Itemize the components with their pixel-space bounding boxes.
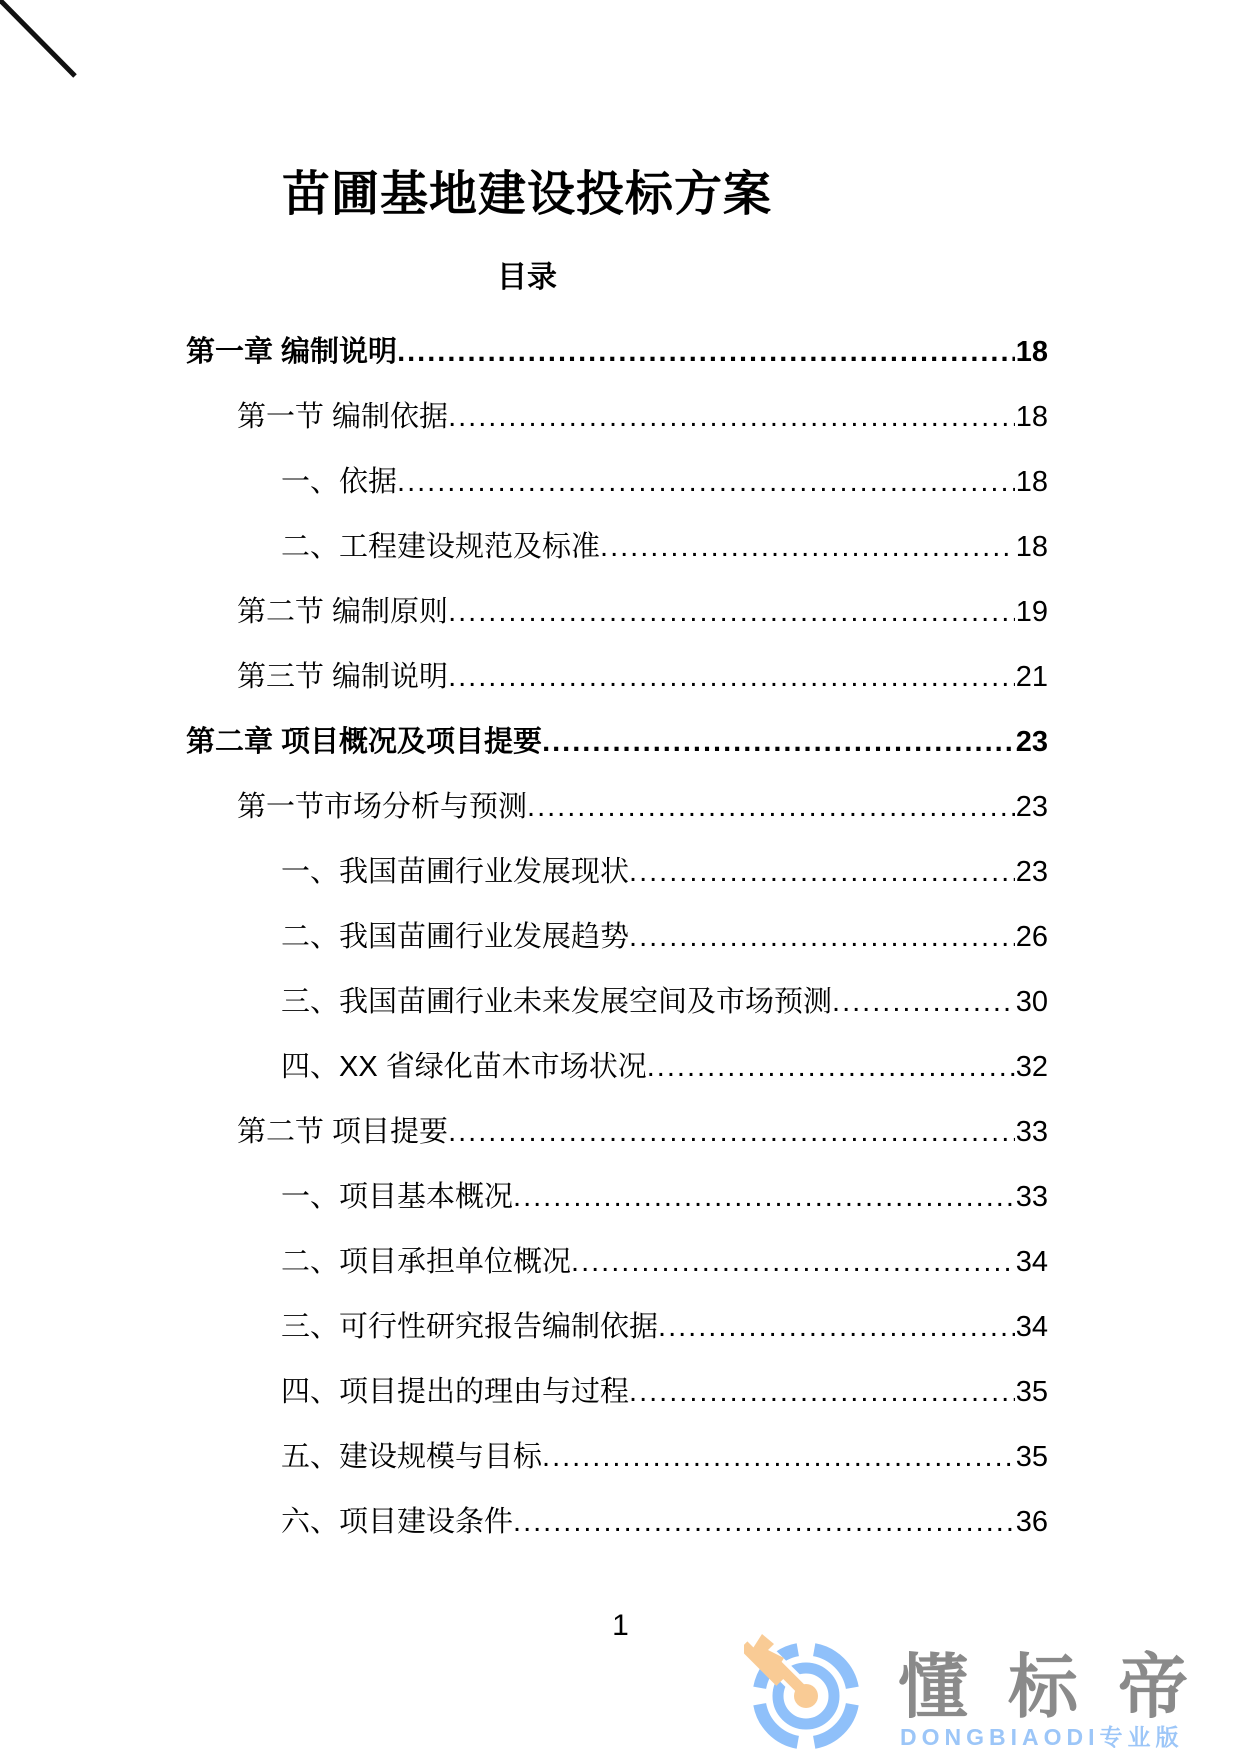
corner-fold-line: [0, 0, 90, 90]
toc-entry-page: 23: [1015, 856, 1048, 888]
brand-name: 懂标帝: [898, 1648, 1228, 1726]
toc-entry-page: 30: [1015, 986, 1048, 1018]
toc-leader-dots: [629, 905, 1015, 970]
document-title: 苗圃基地建设投标方案: [281, 168, 772, 221]
toc-entry-label: 第一章 编制说明: [186, 336, 398, 368]
toc-entry-page: 35: [1015, 1441, 1048, 1473]
toc-leader-dots: [448, 645, 1015, 710]
toc-entry[interactable]: [186, 840, 1048, 905]
toc-entry-page: 18: [1015, 336, 1048, 368]
toc-leader-dots: [448, 1100, 1015, 1165]
toc-entry[interactable]: [186, 1165, 1048, 1230]
toc-entry[interactable]: [186, 645, 1048, 710]
toc-entry-label: 二、项目承担单位概况: [281, 1246, 572, 1278]
toc-entry-page: 32: [1015, 1051, 1048, 1083]
toc-leader-dots: [542, 710, 1015, 775]
toc-entry-label: 三、我国苗圃行业未来发展空间及市场预测: [281, 986, 833, 1018]
toc-heading: 目录: [497, 261, 557, 294]
toc-entry-page: 26: [1015, 921, 1048, 953]
toc-entry-page: 21: [1015, 661, 1048, 693]
toc-leader-dots: [513, 1165, 1015, 1230]
toc-entry[interactable]: [186, 1295, 1048, 1360]
toc-leader-dots: [629, 840, 1015, 905]
toc-leader-dots: [571, 1230, 1015, 1295]
toc-leader-dots: [448, 385, 1015, 450]
toc-entry-page: 33: [1015, 1181, 1048, 1213]
toc-leader-dots: [527, 775, 1015, 840]
toc-entry-page: 18: [1015, 401, 1048, 433]
toc-entry-page: 34: [1015, 1246, 1048, 1278]
toc-entry[interactable]: [186, 970, 1048, 1035]
toc-entry-label: 第二节 项目提要: [237, 1116, 449, 1148]
toc-entry-label: 第一节 编制依据: [237, 401, 449, 433]
toc-entry[interactable]: [186, 320, 1048, 385]
toc-entry-label: 一、我国苗圃行业发展现状: [281, 856, 630, 888]
table-of-contents: [186, 320, 1048, 1555]
toc-entry[interactable]: [186, 1035, 1048, 1100]
toc-leader-dots: [832, 970, 1015, 1035]
toc-entry[interactable]: [186, 385, 1048, 450]
toc-entry-label: 第三节 编制说明: [237, 661, 449, 693]
toc-entry-page: 36: [1015, 1506, 1048, 1538]
toc-entry[interactable]: [186, 580, 1048, 645]
toc-leader-dots: [448, 580, 1015, 645]
toc-entry-label: 第一节市场分析与预测: [237, 791, 528, 823]
toc-entry-page: 34: [1015, 1311, 1048, 1343]
toc-entry[interactable]: [186, 775, 1048, 840]
toc-entry[interactable]: [186, 710, 1048, 775]
toc-entry-label: 一、项目基本概况: [281, 1181, 514, 1213]
toc-entry-page: 33: [1015, 1116, 1048, 1148]
toc-entry-label: 五、建设规模与目标: [281, 1441, 543, 1473]
toc-entry-page: 19: [1015, 596, 1048, 628]
toc-leader-dots: [629, 1360, 1015, 1425]
target-dart-logo-icon: [744, 1634, 868, 1754]
toc-entry-page: 23: [1015, 791, 1048, 823]
toc-entry[interactable]: [186, 1425, 1048, 1490]
toc-entry[interactable]: [186, 1490, 1048, 1555]
toc-entry[interactable]: [186, 515, 1048, 580]
toc-entry-label: 二、我国苗圃行业发展趋势: [281, 921, 630, 953]
toc-entry-page: 35: [1015, 1376, 1048, 1408]
toc-entry-label: 第二节 编制原则: [237, 596, 449, 628]
toc-entry-page: 18: [1015, 466, 1048, 498]
toc-entry[interactable]: [186, 1100, 1048, 1165]
page-number: 1: [612, 1609, 629, 1642]
toc-leader-dots: [397, 450, 1015, 515]
toc-entry[interactable]: [186, 905, 1048, 970]
toc-entry[interactable]: [186, 1360, 1048, 1425]
toc-leader-dots: [658, 1295, 1015, 1360]
brand-subtitle: DONGBIAODI专业版: [900, 1724, 1184, 1750]
toc-leader-dots: [647, 1035, 1015, 1100]
toc-entry-label: 一、依据: [281, 466, 398, 498]
toc-entry-label: 二、工程建设规范及标准: [281, 531, 601, 563]
toc-entry-label: 四、XX 省绿化苗木市场状况: [281, 1051, 647, 1083]
toc-entry-page: 23: [1015, 726, 1048, 758]
toc-entry-label: 六、项目建设条件: [281, 1506, 514, 1538]
toc-leader-dots: [513, 1490, 1015, 1555]
toc-entry-label: 三、可行性研究报告编制依据: [281, 1311, 659, 1343]
toc-entry-page: 18: [1015, 531, 1048, 563]
toc-leader-dots: [397, 320, 1015, 385]
toc-leader-dots: [542, 1425, 1015, 1490]
toc-entry-label: 第二章 项目概况及项目提要: [186, 726, 543, 758]
toc-leader-dots: [600, 515, 1015, 580]
toc-entry-label: 四、项目提出的理由与过程: [281, 1376, 630, 1408]
toc-entry[interactable]: [186, 450, 1048, 515]
toc-entry[interactable]: [186, 1230, 1048, 1295]
